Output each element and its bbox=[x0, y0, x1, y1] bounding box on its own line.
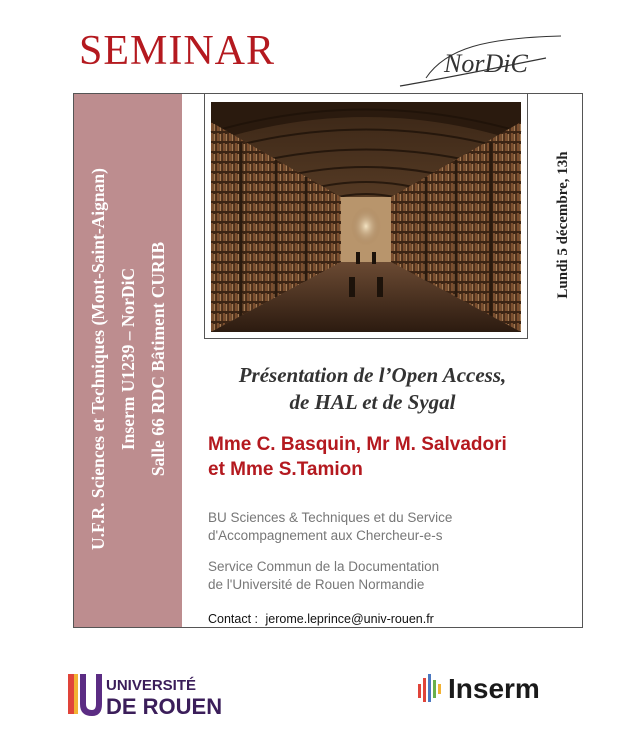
speakers-line-1: Mme C. Basquin, Mr M. Salvadori bbox=[208, 434, 507, 455]
scd-organizer bbox=[208, 558, 568, 594]
inserm-text: Inserm bbox=[448, 673, 540, 704]
library-photo-frame bbox=[204, 93, 528, 339]
inserm-bars-icon bbox=[418, 674, 441, 702]
contact-label: Contact : bbox=[208, 612, 259, 626]
scd-line-2: de l'Université de Rouen Normandie bbox=[208, 577, 425, 592]
speakers-line-2: et Mme S.Tamion bbox=[208, 459, 363, 480]
bu-organizer bbox=[208, 509, 568, 545]
scd-line-1: Service Commun de la Documentation bbox=[208, 559, 440, 574]
venue-line-1: U.F.R. Sciences et Techniques (Mont-Saint-Aignan) bbox=[88, 168, 108, 550]
library-photo bbox=[211, 102, 521, 332]
seminar-title: SEMINAR bbox=[79, 28, 276, 74]
talk-title bbox=[195, 362, 550, 416]
talk-title-line-1: Présentation de l’Open Access, bbox=[238, 363, 507, 387]
venue-line-2: Inserm U1239 – NorDiC bbox=[118, 267, 138, 451]
speakers bbox=[208, 432, 578, 482]
contact-email[interactable]: jerome.leprince@univ-rouen.fr bbox=[265, 612, 434, 626]
university-line-2: DE ROUEN bbox=[106, 694, 223, 719]
nordic-logo-text: NorDiC bbox=[444, 49, 528, 78]
venue-line-3: Salle 66 RDC Bâtiment CURIB bbox=[148, 241, 168, 477]
bu-line-2: d'Accompagnement aux Chercheur-e-s bbox=[208, 528, 443, 543]
inserm-logo bbox=[418, 670, 568, 706]
seminar-date: Lundi 5 décembre, 13h bbox=[555, 151, 571, 299]
talk-title-line-2: de HAL et de Sygal bbox=[289, 390, 456, 414]
university-line-1: UNIVERSITÉ bbox=[106, 677, 197, 694]
bu-line-1: BU Sciences & Techniques et du Service bbox=[208, 510, 453, 525]
nordic-logo bbox=[396, 28, 566, 92]
universite-de-rouen-logo bbox=[68, 670, 223, 722]
contact bbox=[208, 612, 434, 626]
